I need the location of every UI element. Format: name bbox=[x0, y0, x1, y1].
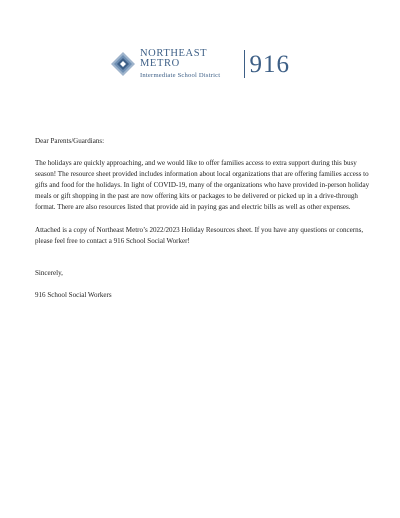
letter-paragraph-1: The holidays are quickly approaching, and we would like to offer families access to extra support during this busy season! The resource sheet provided includes information about local organizations that are offering families access to gifts and food for the holidays. In light of COVID-19, many of the organizations who have provided in-person holiday meals or gift shopping in the past are now offering kits or packages to be delivered or picked up in a drive-through format. There are also resources listed that provide aid in paying gas and electric bills as well as other expenses. bbox=[35, 159, 370, 212]
diamond-logo-icon bbox=[110, 51, 136, 77]
logo-number: 916 bbox=[249, 50, 290, 78]
logo-org-name: NORTHEAST METRO bbox=[140, 47, 207, 70]
district-logo bbox=[110, 48, 290, 80]
letter-body bbox=[35, 136, 375, 301]
logo-org-subtitle: Intermediate School District bbox=[140, 71, 221, 79]
logo-divider bbox=[244, 50, 245, 78]
letter-signature: 916 School Social Workers bbox=[35, 290, 112, 299]
letter-greeting: Dear Parents/Guardians: bbox=[35, 137, 105, 145]
letter-paragraph-2: Attached is a copy of Northeast Metro’s 2022/2023 Holiday Resources sheet. If you have any questions or concerns, please feel free to contact a 916 School Social Worker! bbox=[35, 225, 364, 245]
letter-closing: Sincerely, bbox=[35, 268, 63, 277]
